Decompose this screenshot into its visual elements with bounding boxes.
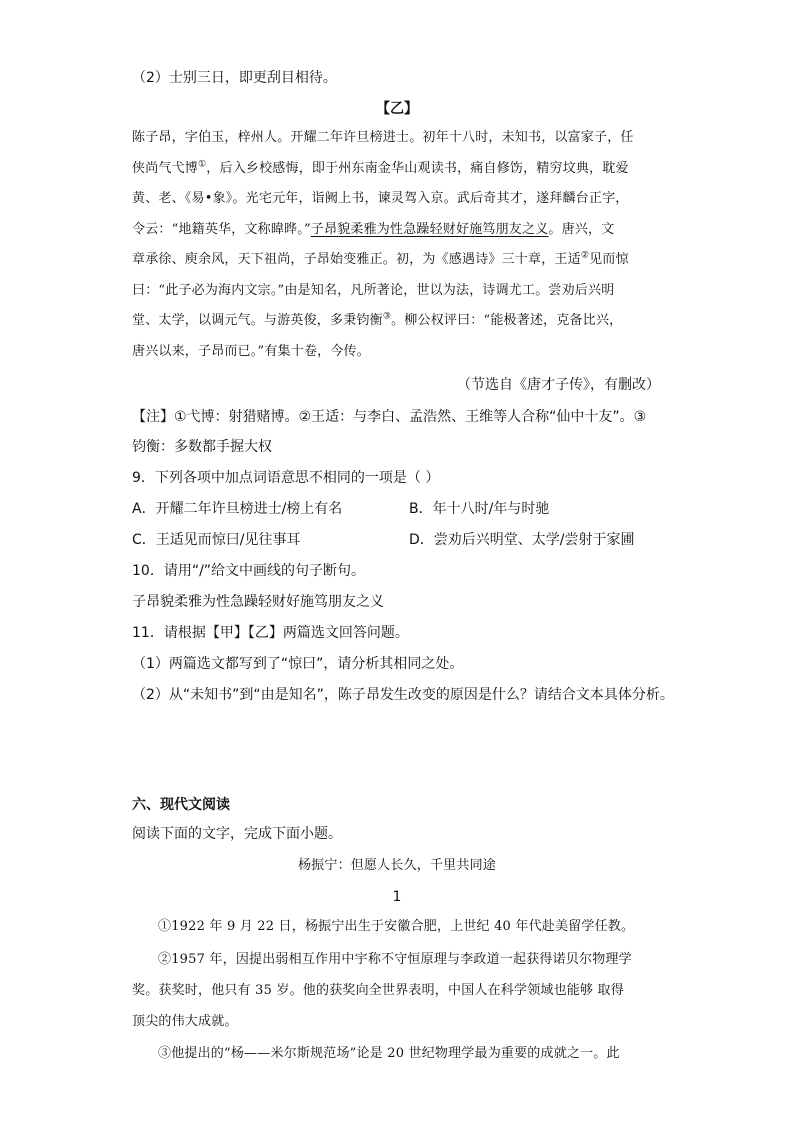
passage-line <box>132 220 614 240</box>
article-paragraph: 顶尖的伟大成就。 <box>132 1014 238 1029</box>
passage-text: 堂、太学，以调元气。与游英俊，多秉钧衡 <box>132 313 383 328</box>
article-paragraph: ③他提出的“杨——米尔斯规范场”论是 20 世纪物理学最为重要的成就之一。此 <box>158 1046 620 1061</box>
passage-text: 。柳公权评曰：“能极著述，克备比兴， <box>391 313 623 328</box>
footnote-marker: ③ <box>382 311 392 322</box>
sentence-to-punctuate: 子昂貌柔雅为性急躁轻财好施笃朋友之义 <box>132 594 384 610</box>
annotation-line: 【注】①弋博：射猎赌博。②王适：与李白、孟浩然、王维等人合称“仙中十友”。③ <box>132 409 647 425</box>
underlined-sentence: 子昂貌柔雅为性急躁轻财好施笃朋友之义 <box>310 222 549 237</box>
passage-text: 见而惊 <box>589 252 629 267</box>
passage-text: 侠尚气弋博 <box>132 161 199 176</box>
passage-text: 令云：“地籍英华，文称暐晔。” <box>132 222 311 237</box>
option-a: A．开耀二年许旦榜进士/榜上有名 <box>132 501 343 517</box>
article-paragraph: 奖。获奖时，他只有 35 岁。他的获奖向全世界表明，中国人在科学领域也能够 取得 <box>132 983 624 998</box>
question-11-part-1: （1）两篇选文都写到了“惊曰”，请分析其相同之处。 <box>132 656 464 672</box>
question-11: 11．请根据【甲】【乙】两篇选文回答问题。 <box>132 625 409 641</box>
passage-text: 。唐兴，文 <box>548 222 615 237</box>
annotation-line: 钧衡：多数都手握大权 <box>132 439 272 455</box>
source-citation: （节选自《唐才子传》，有删改） <box>457 377 660 393</box>
footnote-marker: ② <box>580 250 590 261</box>
section-heading-yi: 【乙】 <box>376 101 418 117</box>
passage-line <box>132 159 629 179</box>
passage-text: 章承徐、庾余风，天下祖尚，子昂始变雅正。初，为《感遇诗》三十章，王适 <box>132 252 581 267</box>
footnote-marker: ① <box>198 159 207 170</box>
question-9: 9．下列各项中加点词语意思不相同的一项是（ ） <box>132 470 440 486</box>
option-b: B．年十八时/年与时驰 <box>409 501 550 517</box>
passage-line: 陈子昂，字伯玉，梓州人。开耀二年许旦榜进士。初年十八时，未知书，以富家子，任 <box>132 130 634 145</box>
text-line: （2）士别三日，即更刮目相待。 <box>132 70 337 86</box>
passage-line <box>132 311 622 331</box>
article-title: 杨振宁：但愿人长久，千里共同途 <box>297 858 496 873</box>
passage-line <box>132 250 629 270</box>
option-d: D．尝劝后兴明堂、太学/尝射于家圃 <box>409 532 635 548</box>
passage-text: ，后入乡校感悔，即于州东南金华山观读书，痛自修饬，精穷坟典，耽爱 <box>206 161 629 176</box>
passage-line: 曰：“此子必为海内文宗。”由是知名，凡所著论，世以为法，诗调尤工。尝劝后兴明 <box>132 283 615 298</box>
passage-line: 黄、老、《易•象》。光宅元年，诣阙上书，谏灵驾入京。武后奇其才，遂拜麟台正字， <box>132 191 629 206</box>
section-heading-modern-reading: 六、现代文阅读 <box>132 797 230 813</box>
passage-line: 唐兴以来，子昂而已。”有集十卷，今传。 <box>132 344 370 359</box>
question-10: 10．请用“/”给文中画线的句子断句。 <box>132 563 366 579</box>
article-paragraph: ①1922 年 9 月 22 日，杨振宁出生于安徽合肥，上世纪 40 年代赴美留学任教。 <box>158 919 635 934</box>
article-paragraph: ②1957 年，因提出弱相互作用中宇称不守恒原理与李政道一起获得诺贝尔物理学 <box>158 952 632 967</box>
part-number: 1 <box>392 889 402 905</box>
question-11-part-2: （2）从“未知书”到“由是知名”，陈子昂发生改变的原因是什么？请结合文本具体分析。 <box>132 687 674 703</box>
instruction-text: 阅读下面的文字，完成下面小题。 <box>132 826 342 842</box>
option-c: C．王适见而惊曰/见往事耳 <box>132 532 301 548</box>
